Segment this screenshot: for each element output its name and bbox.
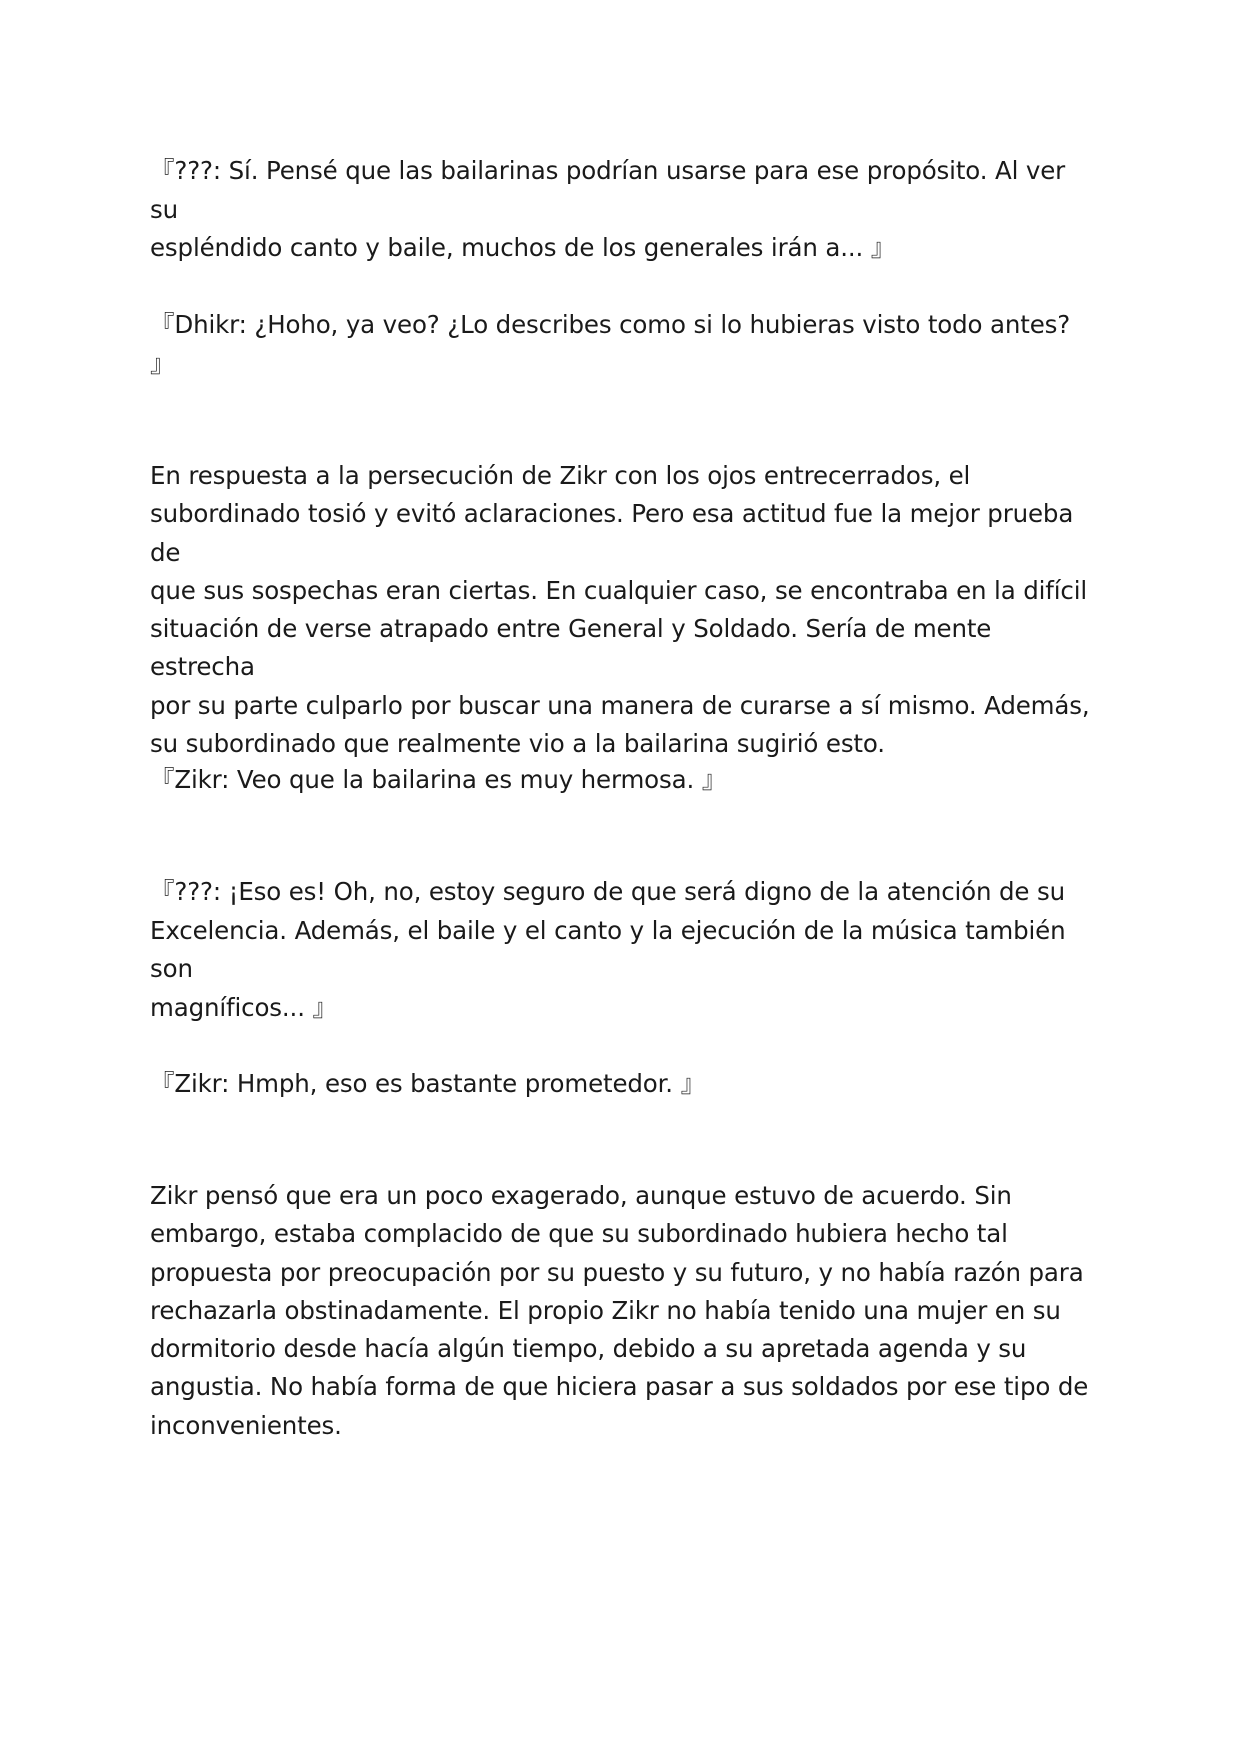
text-line: subordinado tosió y evitó aclaraciones. Pero esa actitud fue la mejor prueba de — [150, 499, 1074, 567]
dialogue-paragraph — [150, 1065, 1090, 1104]
text-line: situación de verse atrapado entre General y Soldado. Sería de mente estrecha — [150, 614, 992, 682]
dialogue-paragraph — [150, 152, 1090, 268]
text-line: propuesta por preocupación por su puesto y su futuro, y no había razón para — [150, 1257, 1084, 1287]
dialogue-paragraph — [150, 306, 1090, 383]
text-line: su subordinado que realmente vio a la bailarina sugirió esto. — [150, 729, 885, 759]
text-line: espléndido canto y baile, muchos de los generales irán a... 』 — [150, 233, 896, 262]
text-line: 』 — [150, 348, 175, 378]
dialogue-paragraph — [150, 873, 1090, 1027]
text-line: Excelencia. Además, el baile y el canto y la ejecución de la música también son — [150, 915, 1066, 983]
dialogue-paragraph — [150, 761, 1090, 800]
narration-paragraph — [150, 1177, 1090, 1445]
text-line: por su parte culparlo por buscar una manera de curarse a sí mismo. Además, — [150, 690, 1090, 720]
text-line: 『???: ¡Eso es! Oh, no, estoy seguro de que será digno de la atención de su — [150, 877, 1065, 906]
text-line: 『???: Sí. Pensé que las bailarinas podrían usarse para ese propósito. Al ver su — [150, 156, 1066, 224]
narration-paragraph — [150, 457, 1090, 763]
text-line: En respuesta a la persecución de Zikr con los ojos entrecerrados, el — [150, 461, 971, 490]
text-line: 『Dhikr: ¿Hoho, ya veo? ¿Lo describes como si lo hubieras visto todo antes? — [150, 310, 1071, 339]
text-line: Zikr pensó que era un poco exagerado, aunque estuvo de acuerdo. Sin — [150, 1181, 1012, 1210]
text-line: dormitorio desde hacía algún tiempo, debido a su apretada agenda y su — [150, 1334, 1027, 1364]
text-line: que sus sospechas eran ciertas. En cualquier caso, se encontraba en la difícil — [150, 575, 1088, 605]
text-line: 『Zikr: Hmph, eso es bastante prometedor. 』 — [150, 1069, 705, 1098]
text-line: rechazarla obstinadamente. El propio Zikr no había tenido una mujer en su — [150, 1295, 1061, 1325]
text-line: angustia. No había forma de que hiciera pasar a sus soldados por ese tipo de — [150, 1372, 1089, 1402]
text-line: magníficos... 』 — [150, 992, 337, 1022]
text-line: inconvenientes. — [150, 1410, 342, 1440]
text-line: embargo, estaba complacido de que su subordinado hubiera hecho tal — [150, 1219, 1008, 1249]
text-line: 『Zikr: Veo que la bailarina es muy hermosa. 』 — [150, 765, 727, 794]
